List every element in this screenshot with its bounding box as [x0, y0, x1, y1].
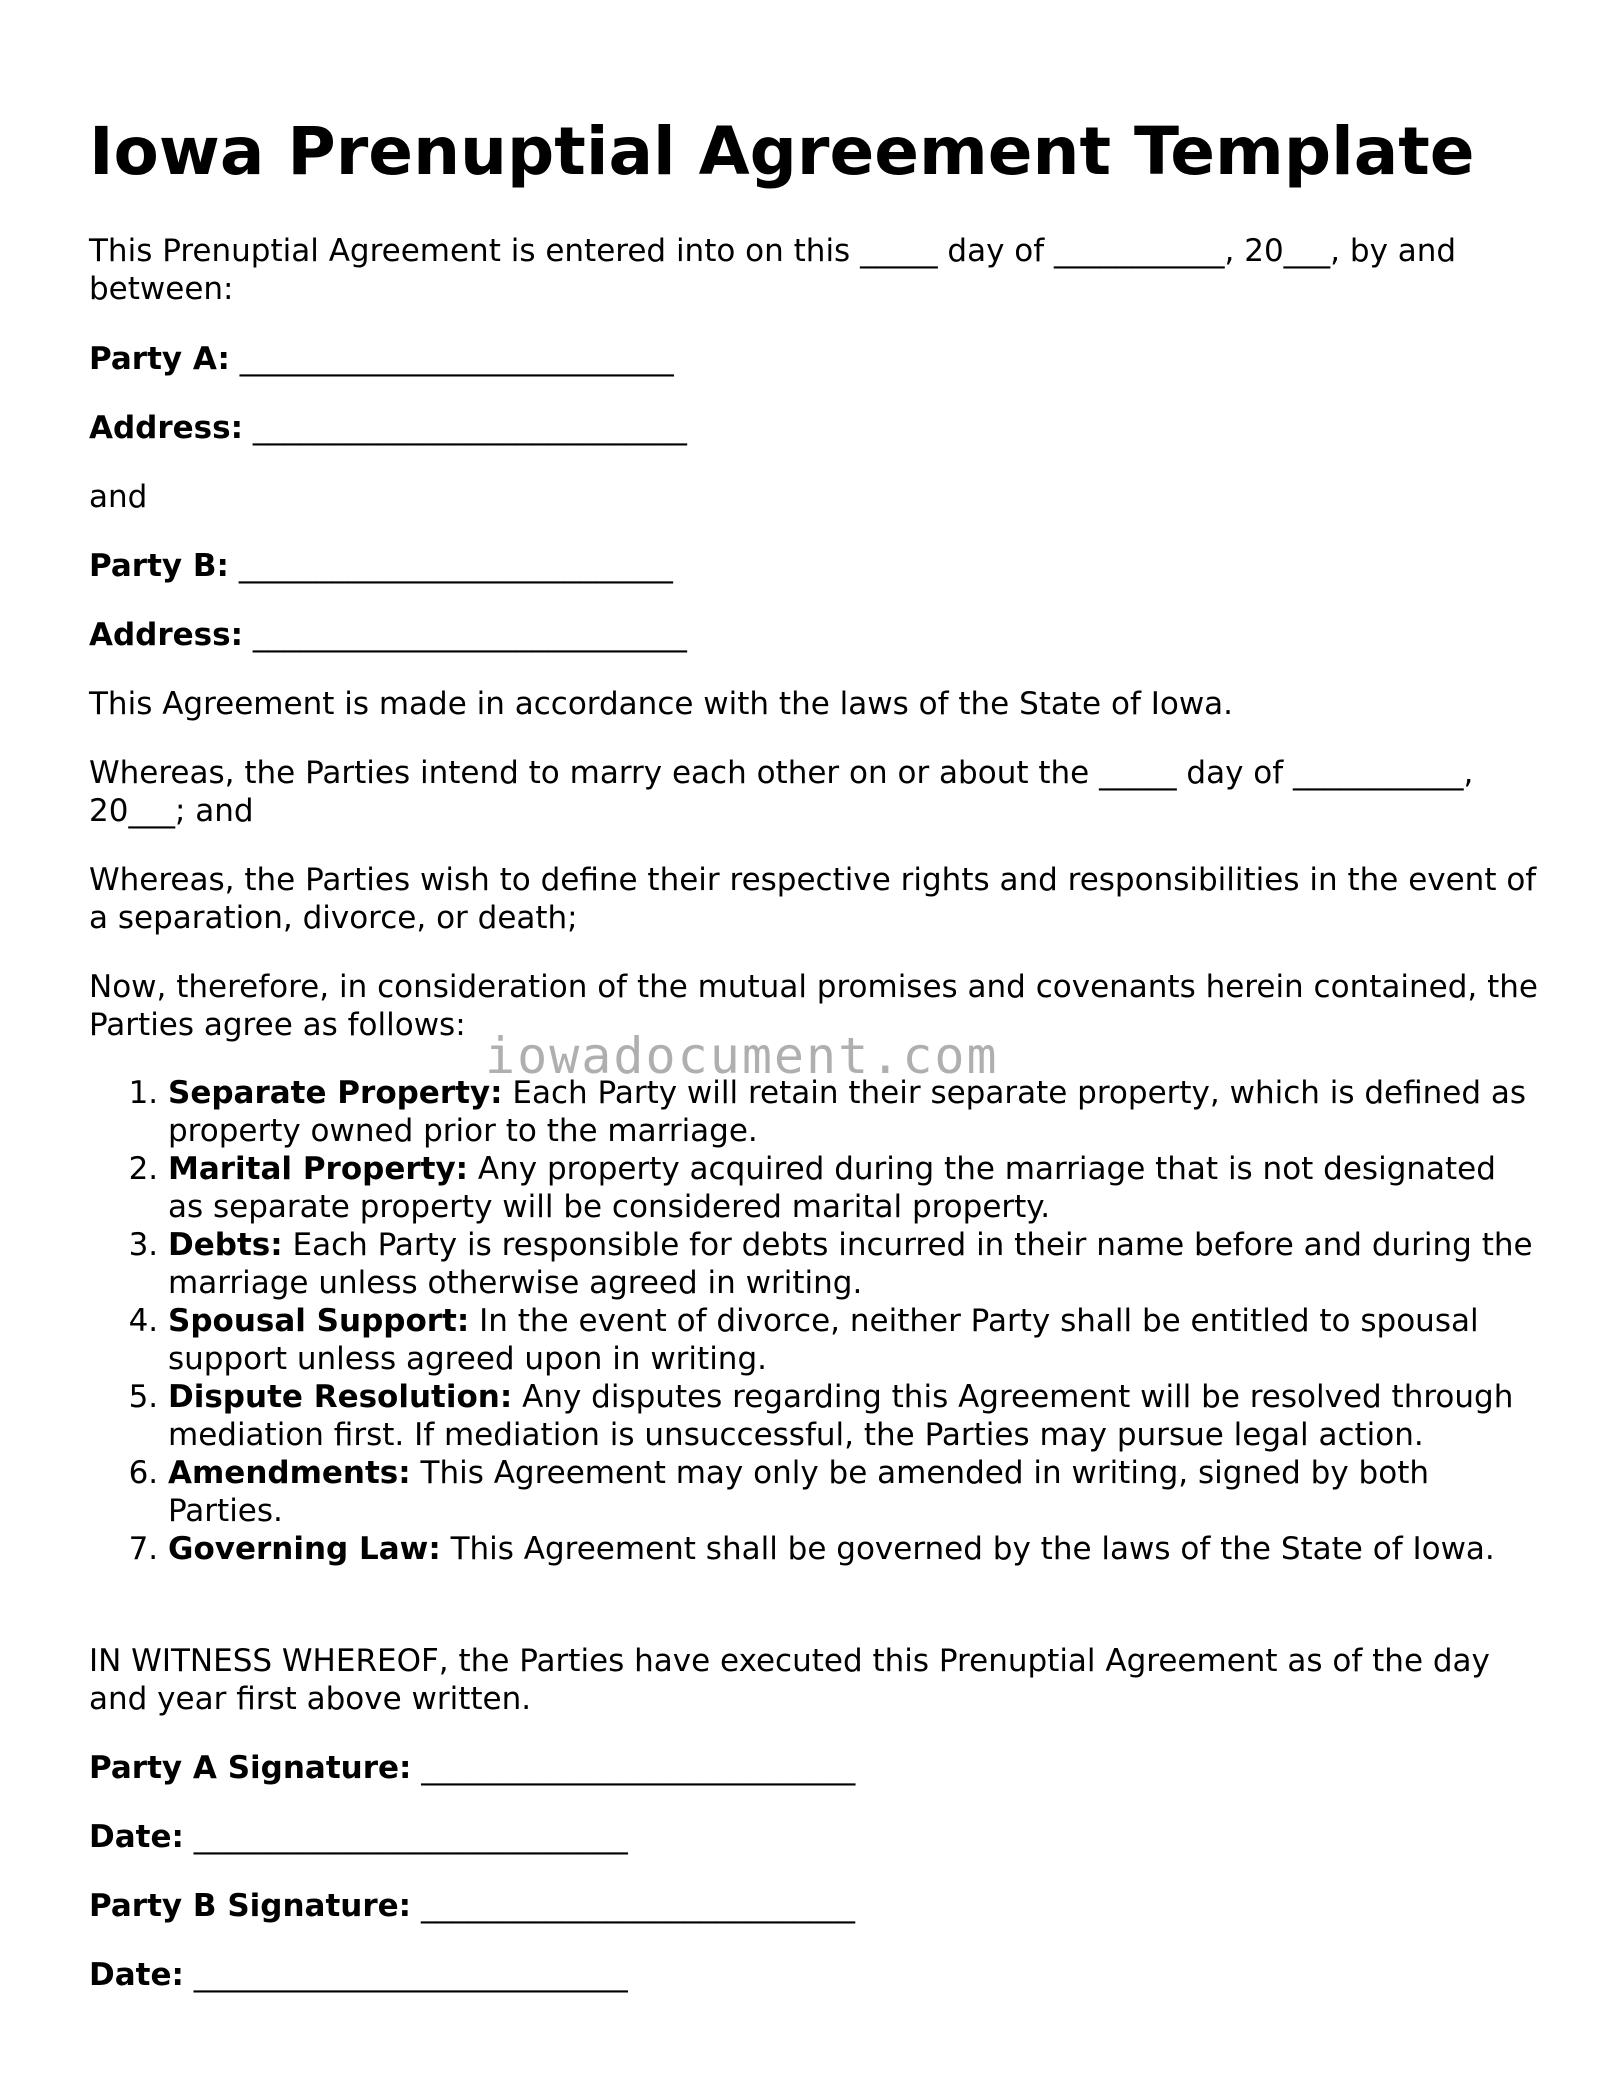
term-heading: Marital Property:: [168, 1151, 469, 1187]
party-a-date-label: Date:: [89, 1819, 184, 1855]
party-b-address-field: [89, 616, 687, 654]
term-text: In the event of divorce, neither Party shall be entitled to spousal support unless agreed upon in writing.: [168, 1303, 1479, 1377]
party-b-signature-label: Party B Signature:: [89, 1888, 412, 1924]
term-text: Any disputes regarding this Agreement will be resolved through mediation first. If mediation is unsuccessful, the Parties may pursue legal action.: [168, 1379, 1514, 1453]
whereas-marriage-paragraph: Whereas, the Parties intend to marry each other on or about the _____ day of ___________, 20___; and: [89, 755, 1474, 829]
party-b-signature-field: [89, 1887, 855, 1925]
intro-paragraph: This Prenuptial Agreement is entered into on this _____ day of ___________, 20___, by and between:: [89, 233, 1457, 307]
party-b-signature-blank[interactable]: ____________________________: [420, 1888, 855, 1924]
party-b-date-field: [89, 1956, 628, 1994]
party-a-date-field: [89, 1818, 628, 1856]
party-a-field: [89, 340, 674, 378]
party-b-date-label: Date:: [89, 1957, 184, 1993]
term-heading: Dispute Resolution:: [168, 1379, 513, 1415]
party-b-field: [89, 547, 673, 585]
party-b-address-blank[interactable]: ____________________________: [252, 617, 687, 653]
term-text: Each Party will retain their separate property, which is defined as property owned prior to the marriage.: [168, 1075, 1527, 1149]
party-a-address-blank[interactable]: ____________________________: [252, 410, 687, 446]
party-a-signature-label: Party A Signature:: [89, 1750, 412, 1786]
term-item: [168, 1530, 1539, 1568]
party-a-address-label: Address:: [89, 410, 243, 446]
whereas-rights-paragraph: Whereas, the Parties wish to define their respective rights and responsibilities in the event of a separation, divorce, or death;: [89, 862, 1537, 936]
party-a-date-blank[interactable]: ____________________________: [193, 1819, 628, 1855]
watermark-text: iowadocument.com: [485, 1027, 999, 1085]
party-a-signature-blank[interactable]: ____________________________: [421, 1750, 856, 1786]
term-text: Each Party is responsible for debts incurred in their name before and during the marriage unless otherwise agreed in writing.: [168, 1227, 1533, 1301]
witness-paragraph: IN WITNESS WHEREOF, the Parties have executed this Prenuptial Agreement as of the day and year first above written.: [89, 1643, 1490, 1717]
party-b-date-blank[interactable]: ____________________________: [193, 1957, 628, 1993]
term-heading: Amendments:: [168, 1455, 411, 1491]
now-therefore-paragraph: Now, therefore, in consideration of the mutual promises and covenants herein contained, the Parties agree as follows:: [89, 969, 1538, 1043]
party-a-address-field: [89, 409, 687, 447]
term-heading: Spousal Support:: [168, 1303, 470, 1339]
party-b-label: Party B:: [89, 548, 229, 584]
term-item: [168, 1150, 1539, 1226]
term-text: Any property acquired during the marriage that is not designated as separate property will be considered marital property.: [168, 1151, 1496, 1225]
term-text: This Agreement may only be amended in writing, signed by both Parties.: [168, 1455, 1429, 1529]
term-item: [168, 1378, 1539, 1454]
conjunction-text: and: [89, 479, 148, 515]
term-item: [168, 1226, 1539, 1302]
term-heading: Governing Law:: [168, 1531, 441, 1567]
term-item: [168, 1302, 1539, 1378]
law-statement: This Agreement is made in accordance with the laws of the State of Iowa.: [89, 686, 1234, 722]
document-title: Iowa Prenuptial Agreement Template: [89, 113, 1475, 190]
party-b-address-label: Address:: [89, 617, 243, 653]
term-heading: Debts:: [168, 1227, 283, 1263]
term-text: This Agreement shall be governed by the laws of the State of Iowa.: [440, 1531, 1495, 1567]
terms-list: [89, 1074, 1539, 1568]
party-a-blank[interactable]: ____________________________: [239, 341, 674, 377]
term-heading: Separate Property:: [168, 1075, 503, 1111]
term-item: [168, 1454, 1539, 1530]
party-a-signature-field: [89, 1749, 855, 1787]
term-item: [168, 1074, 1539, 1150]
party-b-blank[interactable]: ____________________________: [238, 548, 673, 584]
party-a-label: Party A:: [89, 341, 230, 377]
